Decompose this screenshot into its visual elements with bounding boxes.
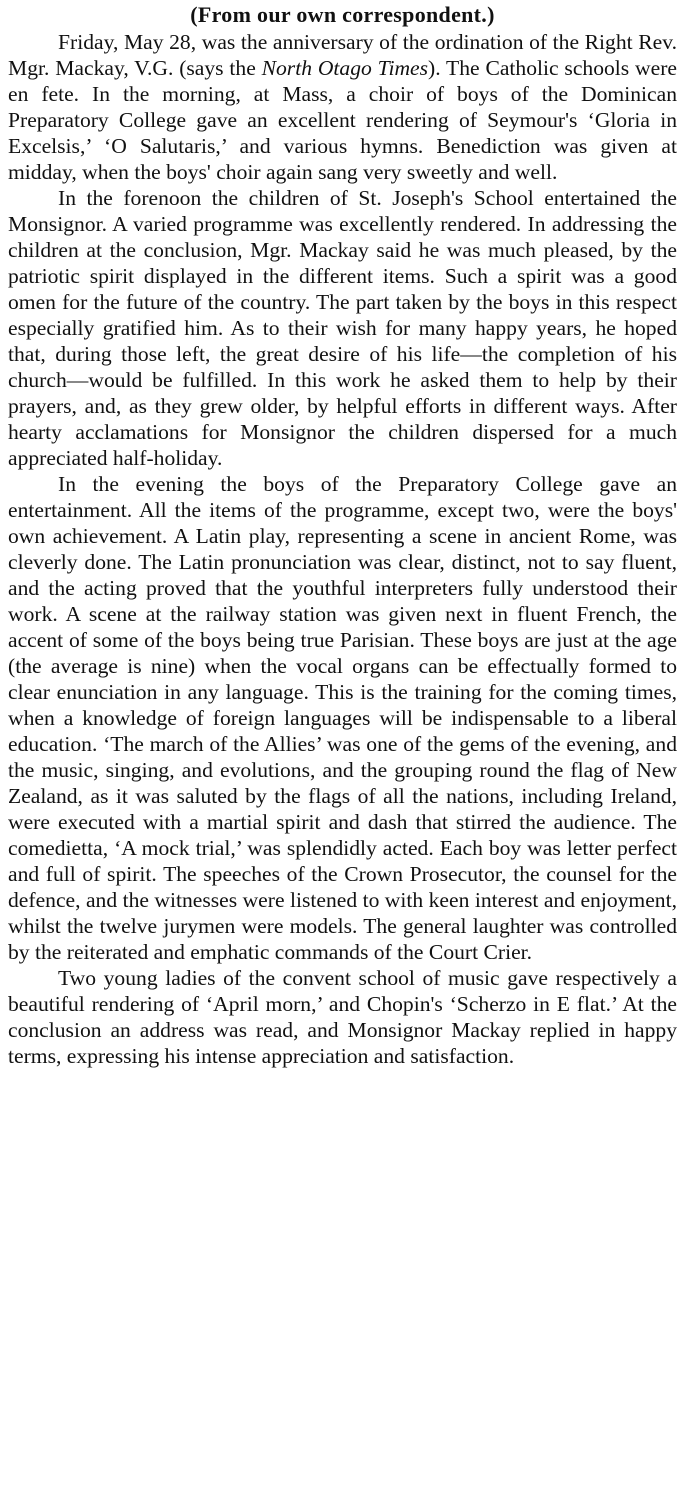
article-heading: (From our own correspondent.) — [190, 2, 495, 27]
paragraph-ordination-anniversary — [8, 29, 677, 185]
paragraph-evening-entertainment: In the evening the boys of the Preparatory College gave an entertainment. All the items of the programme, except two, were the boys' own achievement. A Latin play, representing a scene in ancient Rome, was cleverly done. The Latin pronunciation was clear, distinct, not to say fluent, and the acting proved that the youthful interpreters fully understood their work. A scene at the railway station was given next in fluent French, the accent of some of the boys being true Parisian. These boys are just at the age (the average is nine) when the vocal organs can be effectually formed to clear enunciation in any language. This is the training for the coming times, when a knowledge of foreign languages will be indispensable to a liberal education. ‘The march of the Allies’ was one of the gems of the evening, and the music, singing, and evolutions, and the grouping round the flag of New Zealand, as it was saluted by the flags of all the nations, including Ireland, were executed with a martial spirit and dash that stirred the audience. The comedietta, ‘A mock trial,’ was splendidly acted. Each boy was letter perfect and full of spirit. The speeches of the Crown Prosecutor, the counsel for the defence, and the witnesses were listened to with keen interest and enjoyment, whilst the twelve jurymen were models. The general laughter was controlled by the reiterated and emphatic commands of the Court Crier. — [8, 472, 677, 964]
paragraph-text-part: Friday, May 28, was the anniversary of the ordination of the Right Rev. Mgr. Mackay, V.G. (says the — [8, 30, 677, 80]
paragraph-text-part: ). The Catholic schools were en fete. In the morning, at Mass, a choir of boys of the Dominican Preparatory College gave an excellent rendering of Seymour's ‘Gloria in Excelsis,’ ‘O Salutaris,’ and various hymns. Benediction was given at midday, when the boys' choir again sang very sweetly and well. — [8, 56, 677, 184]
paragraph-convent-school-music: Two young ladies of the convent school of music gave respectively a beautiful rendering of ‘April morn,’ and Chopin's ‘Scherzo in E flat.’ At the conclusion an address was read, and Monsignor Mackay replied in happy terms, expressing his intense appreciation and satisfaction. — [8, 966, 677, 1068]
newspaper-name: North Otago Times — [261, 56, 429, 80]
paragraph-st-josephs-school: In the forenoon the children of St. Joseph's School entertained the Monsignor. A varied programme was excellently rendered. In addressing the children at the conclusion, Mgr. Mackay said he was much pleased, by the patriotic spirit displayed in the different items. Such a spirit was a good omen for the future of the country. The part taken by the boys in this respect especially gratified him. As to their wish for many happy years, he hoped that, during those left, the great desire of his life—the completion of his church—would be fulfilled. In this work he asked them to help by their prayers, and, as they grew older, by helpful efforts in different ways. After hearty acclamations for Monsignor the children dispersed for a much appreciated half-holiday. — [8, 186, 677, 470]
